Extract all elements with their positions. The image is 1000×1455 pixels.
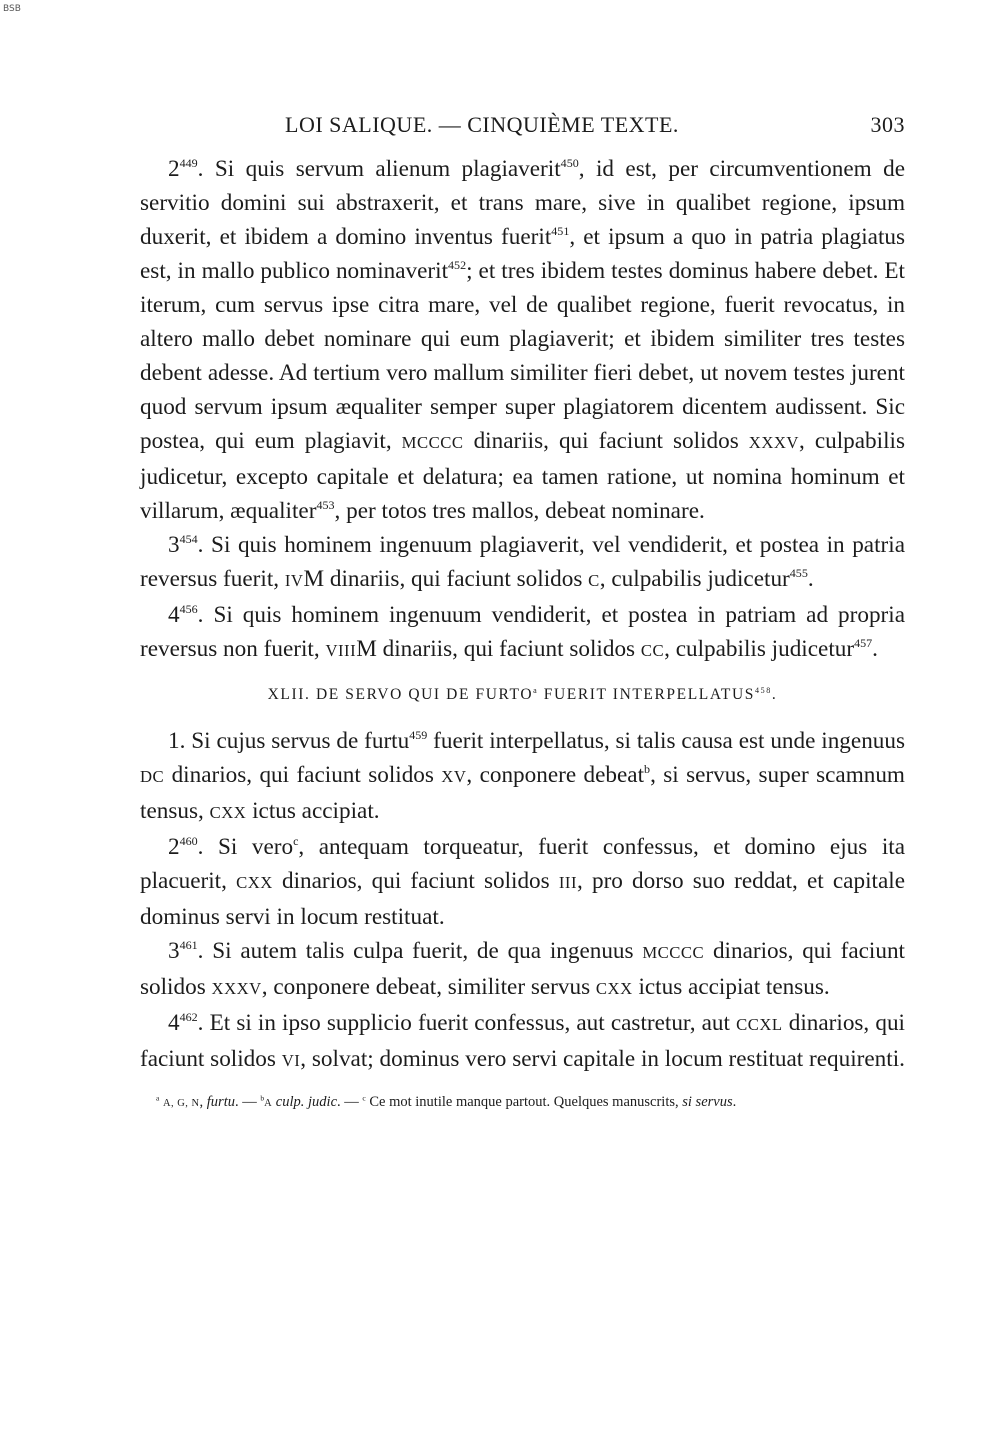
text-run: . <box>732 1094 737 1110</box>
article-number: 4 <box>168 1010 180 1036</box>
footnote-mark: c <box>362 1093 366 1103</box>
text-run: . Si cujus servus de furtu <box>179 728 410 754</box>
article-number: 2 <box>168 156 180 182</box>
text-run: , culpabilis judicetur, excepto capitale et delatura; ea tamen ratione, ut nomina hominum et villarum, æqualiter <box>140 428 905 524</box>
text-run: dinarios, qui faciunt solidos <box>140 938 905 1000</box>
note-ref: 462 <box>179 1009 198 1024</box>
footnote-mark: b <box>260 1093 265 1103</box>
text-run: . Si quis servum alienum plagiaverit <box>197 156 561 182</box>
text-run: M dinariis, qui faciunt solidos <box>356 636 641 662</box>
text-run: , pro dorso suo reddat, et capitale dominus servi in locum restituat. <box>140 868 905 930</box>
roman-numeral: VIII <box>325 641 357 660</box>
text-run: . — <box>337 1094 363 1110</box>
section-heading <box>140 686 905 704</box>
roman-numeral: MCCCC <box>642 943 705 962</box>
roman-numeral: CXX <box>595 979 633 998</box>
text-run: , id est, per circumventionem de servitio domini sui abstraxerit, et trans mare, sive in qualibet regione, ipsum duxerit, et ibidem a domino inventus fuerit <box>140 156 905 250</box>
text-run: , culpabilis judicetur <box>599 566 790 592</box>
note-ref: 450 <box>560 155 579 170</box>
paragraph-3 <box>140 528 905 598</box>
roman-numeral: CCXL <box>736 1015 783 1034</box>
note-ref: 451 <box>551 223 570 238</box>
article-number: 2 <box>168 834 180 860</box>
article-number: 3 <box>168 532 180 558</box>
text-run: . <box>872 636 878 662</box>
text-run: , antequam torqueatur, fuerit confessus, et domino ejus ita placuerit, <box>140 834 905 894</box>
note-ref: 454 <box>179 531 198 546</box>
text-run: , conponere debeat, similiter servus <box>261 974 596 1000</box>
roman-numeral: XXXV <box>211 979 262 998</box>
note-ref: b <box>644 761 651 776</box>
paragraph-4 <box>140 598 905 668</box>
article-number: 1 <box>168 728 180 754</box>
roman-numeral: C <box>588 571 600 590</box>
footnotes <box>140 1092 905 1114</box>
note-ref: 460 <box>179 833 198 848</box>
note-ref: a <box>533 685 539 695</box>
roman-numeral: XV <box>441 767 467 786</box>
roman-numeral: CXX <box>209 803 247 822</box>
note-ref: 449 <box>179 155 198 170</box>
section-paragraph-2 <box>140 830 905 934</box>
article-number: 3 <box>168 938 180 964</box>
footnote-text: furtu <box>206 1094 235 1110</box>
manuscript-sigla: A, G, N <box>162 1098 200 1109</box>
text-run: dinariis, qui faciunt solidos <box>463 428 749 454</box>
footnote-text: si servus <box>682 1094 733 1110</box>
note-ref: c <box>293 833 299 848</box>
text-run: , per totos tres mallos, debeat nominare. <box>334 498 705 524</box>
text-run: . Et si in ipso supplicio fuerit confessus, aut castretur, aut <box>197 1010 737 1036</box>
heading-text: FUERIT INTERPELLATUS <box>538 686 756 703</box>
text-run: , <box>199 1094 207 1110</box>
section-paragraph-4 <box>140 1006 905 1078</box>
note-ref: 461 <box>179 937 198 952</box>
text-run: . <box>807 566 814 592</box>
text-run: dinarios, qui faciunt solidos <box>272 868 559 894</box>
note-ref: 459 <box>409 727 428 742</box>
section-paragraph-3 <box>140 934 905 1006</box>
roman-numeral: IV <box>284 571 304 590</box>
section-body <box>140 724 905 1078</box>
note-ref: 452 <box>448 257 467 272</box>
article-number: 4 <box>168 602 180 628</box>
roman-numeral: CC <box>640 641 665 660</box>
note-ref: 456 <box>179 601 198 616</box>
text-run: , si servus, super scamnum tensus, <box>140 762 905 824</box>
roman-numeral: MCCCC <box>401 433 464 452</box>
footnote-mark: a <box>156 1093 160 1103</box>
note-ref: 458 <box>755 685 772 695</box>
text-run: fuerit interpellatus, si talis causa est unde ingenuus <box>427 728 906 754</box>
text-run: , culpabilis judicetur <box>664 636 855 662</box>
text-run: . Si autem talis culpa fuerit, de qua ingenuus <box>197 938 643 964</box>
heading-text: XLII. DE SERVO QUI DE FURTO <box>267 686 534 703</box>
note-ref: 453 <box>316 497 335 512</box>
note-ref: 455 <box>789 565 808 580</box>
text-run: . Si quis hominem ingenuum plagiaverit, vel vendiderit, et postea in patria reversus fuerit, <box>140 532 905 592</box>
text-run: dinarios, qui faciunt solidos <box>140 1010 905 1072</box>
text-run: ictus accipiat. <box>246 798 380 824</box>
heading-text: . <box>771 686 778 703</box>
roman-numeral: DC <box>140 767 165 786</box>
text-run: M dinariis, qui faciunt solidos <box>303 566 589 592</box>
running-title: LOI SALIQUE. — CINQUIÈME TEXTE. <box>285 112 679 137</box>
roman-numeral: XXXV <box>748 433 799 452</box>
page <box>140 112 905 1114</box>
manuscript-sigla: A <box>264 1098 273 1109</box>
page-number: 303 <box>870 112 905 137</box>
section-paragraph-1 <box>140 724 905 830</box>
text-run: . Si quis hominem ingenuum vendiderit, et postea in patriam ad propria reversus non fuerit, <box>140 602 905 662</box>
text-run: ; et tres ibidem testes dominus habere debet. Et iterum, cum servus ipse citra mare, vel de qualibet regione, fuerit revocatus, in altero mallo debet nominare qui eum plagiaverit; et ibidem similiter tres testes debent adesse. Ad tertium vero mallum similiter fieri debet, ut novem testes jurent quod servum ipsum æqualiter semper super plagiatorem dicentem audissent. Sic postea, qui eum plagiavit, <box>140 258 905 454</box>
text-run: , et ipsum a quo in patria plagiatus est, in mallo publico nominaverit <box>140 224 906 284</box>
running-head <box>140 112 905 152</box>
library-stamp: BSB <box>3 4 21 14</box>
note-ref: 457 <box>854 635 873 650</box>
footnote-text: culp. judic <box>275 1094 338 1110</box>
text-run: ictus accipiat tensus. <box>632 974 830 1000</box>
roman-numeral: III <box>558 873 578 892</box>
text-run: , conponere debeat <box>466 762 645 788</box>
roman-numeral: VI <box>281 1051 301 1070</box>
text-run: dinarios, qui faciunt solidos <box>164 762 442 788</box>
paragraph-2 <box>140 152 905 528</box>
roman-numeral: CXX <box>236 873 273 892</box>
footnote-text: Ce mot inutile manque partout. Quelques manuscrits, <box>369 1094 683 1110</box>
text-run: . — <box>234 1094 261 1110</box>
text-run: , solvat; dominus vero servi capitale in locum restituat requirenti. <box>300 1046 905 1072</box>
text-run: . Si vero <box>197 834 294 860</box>
